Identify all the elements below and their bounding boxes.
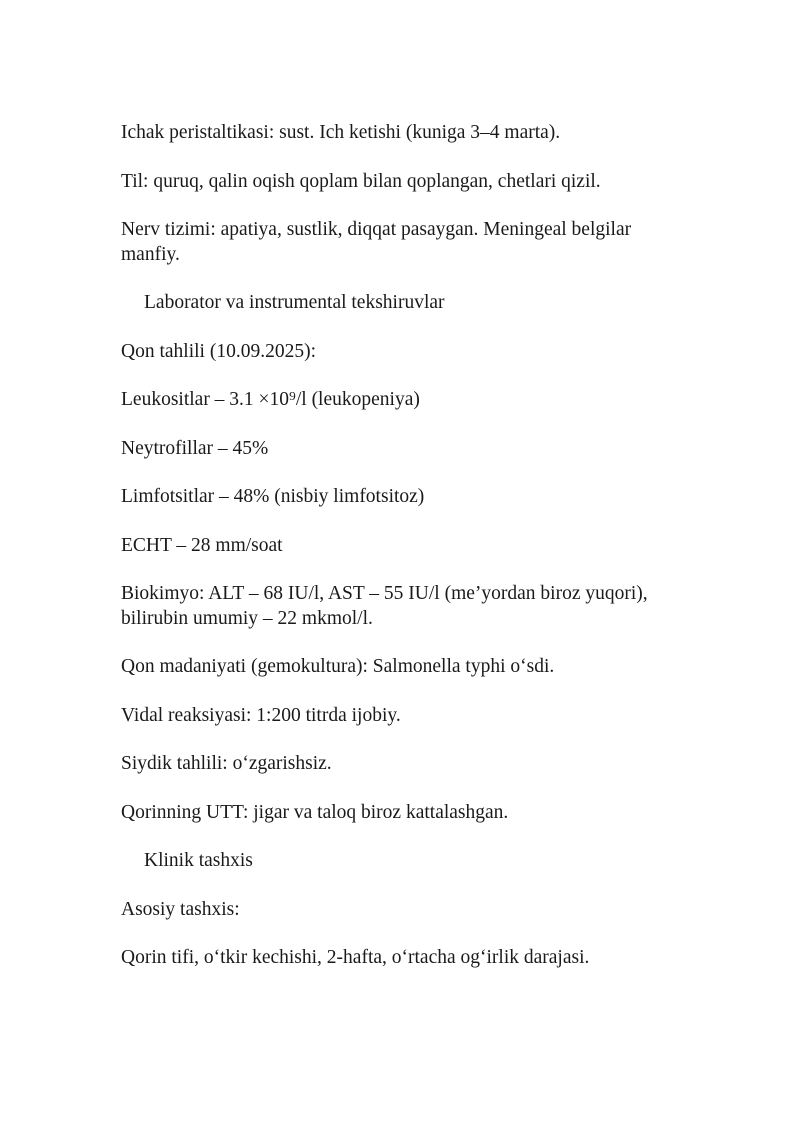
paragraph-main-diagnosis: Qorin tifi, o‘tkir kechishi, 2-hafta, o‘rtacha og‘irlik darajasi. xyxy=(121,947,590,968)
paragraph-urine: Siydik tahlili: o‘zgarishsiz. xyxy=(121,753,332,774)
paragraph-esr: ECHT – 28 mm/soat xyxy=(121,534,283,556)
paragraph-vidal: Vidal reaksiyasi: 1:200 titrda ijobiy. xyxy=(121,704,401,726)
section-heading-diagnosis: Klinik tashxis xyxy=(144,850,253,871)
paragraph-leukocytes: Leukositlar – 3.1 ×10⁹/l (leukopeniya) xyxy=(121,389,420,410)
paragraph-blood-test: Qon tahlili (10.09.2025): xyxy=(121,340,316,362)
paragraph-main-diagnosis-label: Asosiy tashxis: xyxy=(121,898,240,920)
paragraph-lymphocytes: Limfotsitlar – 48% (nisbiy limfotsitoz) xyxy=(121,486,425,507)
paragraph-biochemistry: Biokimyo: ALT – 68 IU/l, AST – 55 IU/l (me’yordan biroz yuqori), bilirubin umumiy – 22 mkmol/l. xyxy=(121,583,648,629)
paragraph-neutrophils: Neytrofillar – 45% xyxy=(121,437,269,459)
paragraph-tongue: Til: quruq, qalin oqish qoplam bilan qoplangan, chetlari qizil. xyxy=(121,170,601,192)
section-heading-lab: Laborator va instrumental tekshiruvlar xyxy=(144,292,445,313)
paragraph-nervous-system: Nerv tizimi: apatiya, sustlik, diqqat pasaygan. Meningeal belgilar manfiy. xyxy=(121,219,632,265)
paragraph-ultrasound: Qorinning UTT: jigar va taloq biroz kattalashgan. xyxy=(121,801,509,823)
paragraph-blood-culture: Qon madaniyati (gemokultura): Salmonella typhi o‘sdi. xyxy=(121,656,555,677)
paragraph-bowel: Ichak peristaltikasi: sust. Ich ketishi (kuniga 3–4 marta). xyxy=(121,122,561,143)
